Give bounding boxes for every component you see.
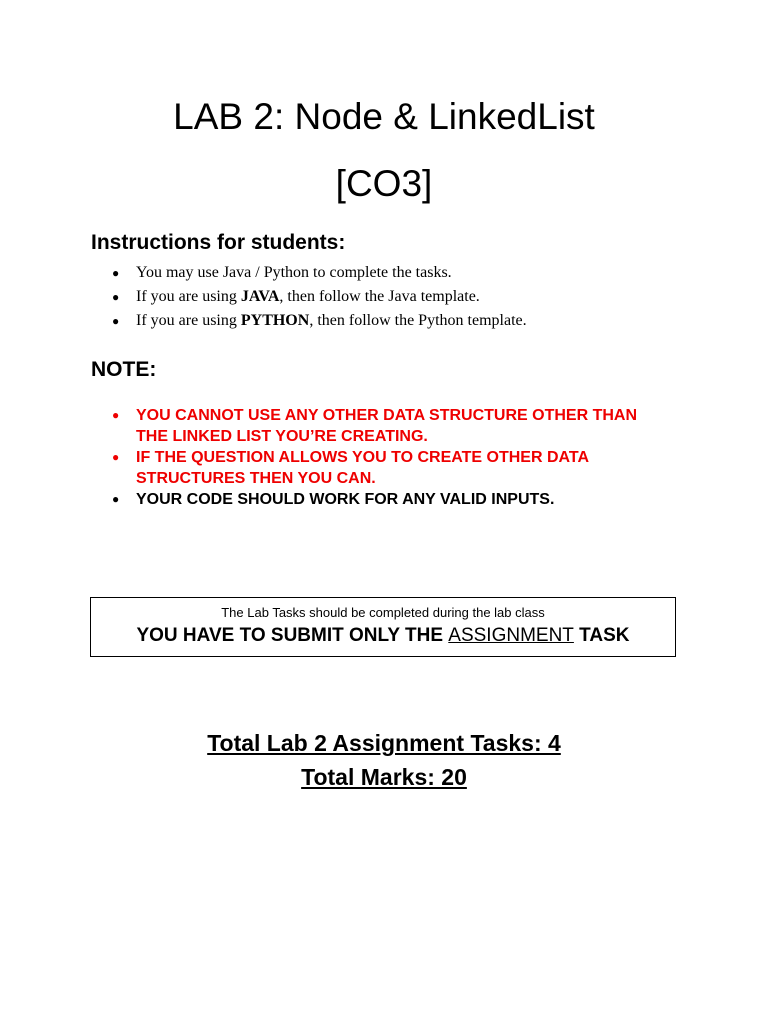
bullet-icon: ● xyxy=(112,408,120,422)
instruction-item xyxy=(0,285,656,309)
note-list xyxy=(0,405,656,510)
instruction-emphasis: JAVA xyxy=(240,288,280,305)
instructions-list xyxy=(0,261,656,333)
assignment-underlined: ASSIGNMENT xyxy=(448,625,574,646)
instruction-text-tail: , then follow the Java template. xyxy=(279,288,480,305)
total-marks: Total Marks: 20 xyxy=(301,764,467,790)
bullet-icon: ● xyxy=(112,492,120,506)
instructions-heading: Instructions for students: xyxy=(91,231,346,254)
lab-tasks-notice: The Lab Tasks should be completed during the lab class xyxy=(221,605,545,620)
note-item xyxy=(0,447,656,489)
submission-instruction xyxy=(91,624,675,648)
note-item xyxy=(0,405,656,447)
note-text: YOUR CODE SHOULD WORK FOR ANY VALID INPUTS. xyxy=(136,491,555,508)
submission-notice-box xyxy=(90,597,676,657)
instruction-text: If you are using xyxy=(136,288,241,305)
note-item xyxy=(0,489,656,510)
bullet-icon: ● xyxy=(112,450,120,464)
note-text: YOU CANNOT USE ANY OTHER DATA STRUCTURE OTHER THAN THE LINKED LIST YOU’RE CREATING. xyxy=(136,407,638,445)
total-tasks: Total Lab 2 Assignment Tasks: 4 xyxy=(207,730,561,756)
instruction-text: If you are using xyxy=(136,312,241,329)
submission-text-tail: TASK xyxy=(573,625,630,646)
note-text: IF THE QUESTION ALLOWS YOU TO CREATE OTHER DATA STRUCTURES THEN YOU CAN. xyxy=(136,449,589,487)
instruction-text-tail: , then follow the Python template. xyxy=(309,312,527,329)
instruction-emphasis: PYTHON xyxy=(240,312,310,329)
bullet-icon: ● xyxy=(112,314,120,328)
note-heading: NOTE: xyxy=(91,358,157,381)
instruction-item xyxy=(0,261,656,285)
instruction-item xyxy=(0,309,656,333)
page-title: LAB 2: Node & LinkedList xyxy=(173,96,595,137)
instruction-text: You may use Java / Python to complete the tasks. xyxy=(136,264,452,281)
bullet-icon: ● xyxy=(112,266,120,280)
bullet-icon: ● xyxy=(112,290,120,304)
submission-text: YOU HAVE TO SUBMIT ONLY THE xyxy=(136,625,449,646)
course-outcome-label: [CO3] xyxy=(335,163,433,204)
